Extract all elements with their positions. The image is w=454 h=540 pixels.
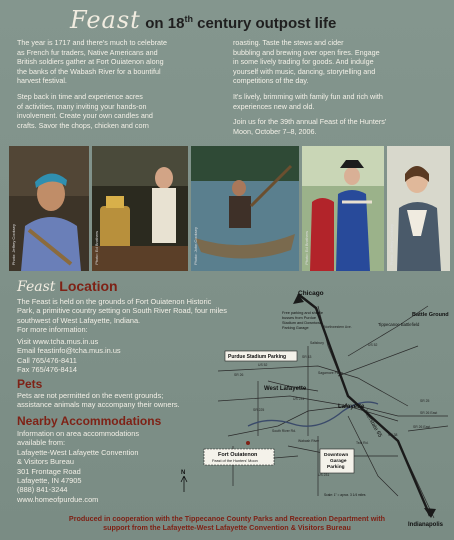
svg-text:Salisbury: Salisbury bbox=[310, 341, 324, 345]
map-label-tippecanoe: Tippecanoe Battlefield bbox=[378, 322, 420, 327]
email-link[interactable]: Email feastinfo@tcha.mus.in.us bbox=[17, 346, 121, 356]
map-label-interstate: Interstate 65 bbox=[362, 409, 383, 439]
map-label-north: N bbox=[181, 470, 186, 476]
svg-text:Wabash River: Wabash River bbox=[298, 439, 320, 443]
title-script: Feast bbox=[70, 6, 141, 34]
photo-canoe: Photo: John Cooksey bbox=[191, 146, 299, 271]
map-label-purdue-parking: Purdue Stadium Parking bbox=[228, 354, 287, 360]
photo-fife-players: Photo: Ed Brothers bbox=[302, 146, 384, 271]
fax-number: Fax 765/476-8414 bbox=[17, 365, 77, 375]
accommodations-body: Information on area accommodations available from: Lafayette-West Lafayette Convention & Visitors Bureau 301 Frontage Road Lafayette, IN 47905 (888) 841-3244 www.homeofpurdue.com bbox=[17, 429, 140, 504]
intro-paragraph-2: Step back in time and experience acres of activities, many inviting your hands-on involvement. Create your own candles and crafts. Savor the chops, chicken and corn bbox=[17, 91, 153, 130]
map-label-lafayette: Lafayette bbox=[338, 404, 365, 410]
contact-info bbox=[17, 337, 121, 375]
fort-marker-icon bbox=[246, 441, 250, 445]
map-label-battle-ground: Battle Ground bbox=[412, 312, 449, 318]
pets-heading: Pets bbox=[17, 377, 43, 391]
map-label-chicago: Chicago bbox=[298, 290, 324, 297]
svg-text:US 52: US 52 bbox=[258, 363, 268, 367]
accommodations-website-link[interactable]: www.homeofpurdue.com bbox=[17, 494, 99, 504]
area-map bbox=[181, 286, 454, 531]
phone-number: Call 765/476-8411 bbox=[17, 355, 77, 365]
website-link[interactable]: Visit www.tcha.mus.in.us bbox=[17, 337, 99, 346]
map-label-indianapolis: Indianapolis bbox=[408, 522, 444, 528]
svg-text:SR 26: SR 26 bbox=[234, 373, 244, 377]
svg-text:SR 38: SR 38 bbox=[388, 433, 398, 437]
svg-text:South River Rd.: South River Rd. bbox=[272, 429, 296, 433]
svg-text:US 231: US 231 bbox=[318, 473, 330, 477]
svg-text:Sagamore Pkwy: Sagamore Pkwy bbox=[318, 371, 343, 375]
free-parking-note: Free parking and shuttle busses from Purdue Stadium and Downtown Parking Garage bbox=[282, 311, 323, 330]
footer-credit: Produced in cooperation with the Tippecanoe County Parks and Recreation Department with support from the Lafayette-West Lafayette Convention & Visitors Bureau bbox=[68, 514, 386, 533]
svg-text:US 231: US 231 bbox=[293, 397, 305, 401]
svg-text:SR 225: SR 225 bbox=[253, 408, 265, 412]
photo-woman: Photo: Jeffrey Cooksey bbox=[387, 146, 450, 271]
accommodations-heading: Nearby Accommodations bbox=[17, 414, 162, 428]
photo-fur-trader: Photo: Jeffrey Cooksey bbox=[9, 146, 89, 271]
pets-body: Pets are not permitted on the event grounds; assistance animals may accompany their owners. bbox=[17, 391, 180, 410]
svg-text:SR 25: SR 25 bbox=[420, 399, 430, 403]
svg-text:Northwestern Ave.: Northwestern Ave. bbox=[324, 325, 352, 329]
north-arrow-icon bbox=[181, 476, 187, 492]
intro-paragraph-5: Join us for the 39th annual Feast of the Hunters' Moon, October 7–8, 2006. bbox=[233, 117, 387, 136]
intro-paragraph-4: It's lively, brimming with family fun and rich with experiences new and old. bbox=[233, 91, 383, 111]
map-scale: Scale: 1" = aprox. 3 1/4 miles bbox=[324, 493, 366, 497]
svg-text:US 52: US 52 bbox=[368, 343, 378, 347]
page-title bbox=[70, 6, 336, 34]
map-label-west-lafayette: West Lafayette bbox=[264, 386, 307, 392]
map-label-downtown-parking: Downtown Garage Parking bbox=[324, 453, 349, 470]
photo-strip bbox=[9, 146, 447, 271]
svg-text:Teal Rd.: Teal Rd. bbox=[356, 441, 369, 445]
intro-right-column bbox=[233, 38, 443, 142]
location-heading: Feast Location bbox=[17, 278, 118, 295]
svg-text:SR 43: SR 43 bbox=[302, 355, 312, 359]
intro-paragraph-1: The year is 1717 and there's much to celebrate as French fur traders, Native Americans and British soldiers gather at Fort Ouiatenon along the banks of the Wabash River for a bountiful harvest festival. bbox=[17, 38, 168, 86]
intro-paragraph-3: roasting. Taste the stews and cider bubbling and brewing over open fires. Engage in some lively trading for goods. And indulge yourself with music, dancing, storytelling and competitions of the day. bbox=[233, 38, 380, 86]
location-body: The Feast is held on the grounds of Fort Ouiatenon Historic Park, a primitive country setting on South River Road, four miles southwest of West Lafayette, Indiana. For more information: bbox=[17, 297, 227, 335]
svg-text:SR 26 East: SR 26 East bbox=[413, 425, 431, 429]
map-label-fort-sub: Feast of the Hunters' Moon bbox=[212, 459, 258, 463]
intro-left-column bbox=[17, 38, 222, 136]
map-label-fort: Fort Ouiatenon bbox=[218, 452, 258, 458]
photo-cider-vendors: Photo: Ed Brothers bbox=[92, 146, 188, 271]
title-text: on 18th century outpost life bbox=[145, 14, 337, 32]
svg-text:SR 26 East: SR 26 East bbox=[420, 411, 438, 415]
